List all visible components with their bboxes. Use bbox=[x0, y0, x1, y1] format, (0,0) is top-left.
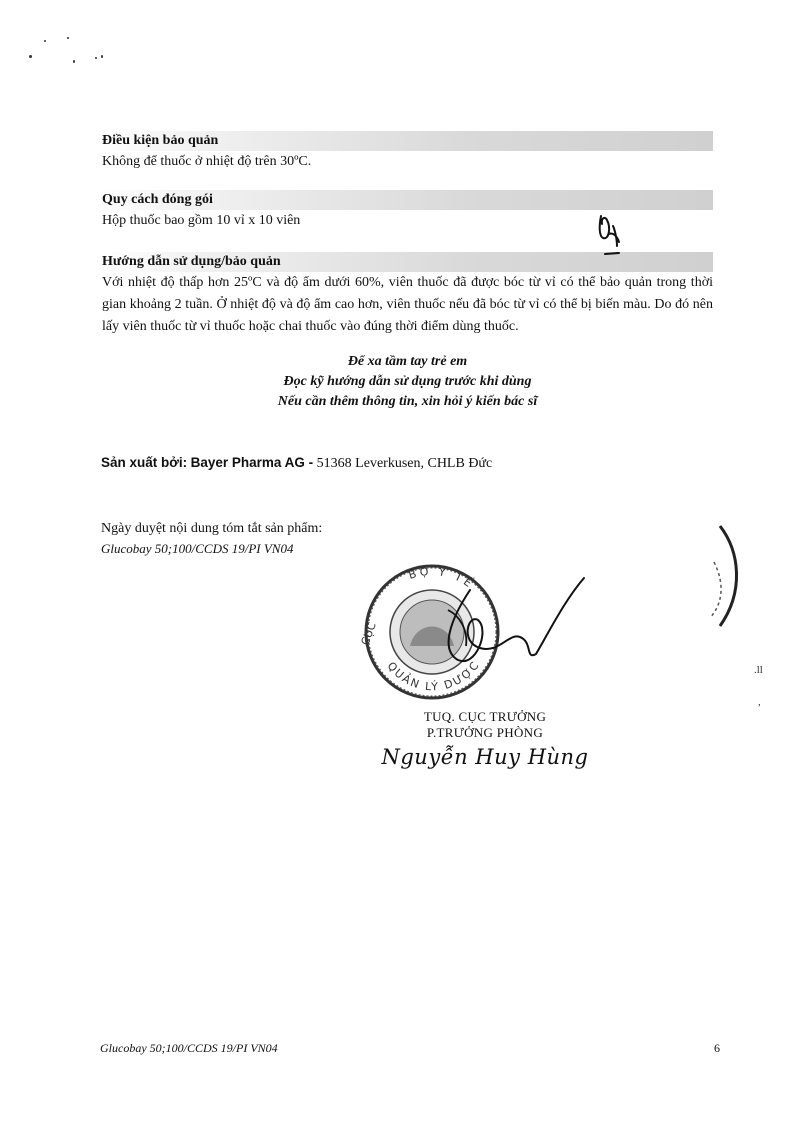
scan-speck bbox=[67, 37, 69, 39]
section-body: Không để thuốc ở nhiệt độ trên 30ºC. bbox=[102, 154, 312, 169]
warning-line: Nếu cần thêm thông tin, xin hỏi ý kiến bác sĩ bbox=[277, 394, 538, 409]
approval-label: Ngày duyệt nội dung tóm tắt sản phẩm: bbox=[101, 521, 323, 536]
scan-speck bbox=[73, 60, 75, 63]
signatory-name: Nguyễn Huy Hùng bbox=[381, 745, 589, 769]
warnings-block bbox=[100, 352, 715, 412]
scan-speck bbox=[95, 57, 97, 59]
margin-mark: , bbox=[758, 696, 761, 708]
section-heading: Hướng dẫn sử dụng/bảo quản bbox=[100, 252, 713, 272]
usage-storage-section bbox=[100, 252, 713, 338]
stamp-left-text: CỤC bbox=[358, 620, 379, 648]
section-body: Với nhiệt độ thấp hơn 25ºC và độ ẩm dưới 60%, viên thuốc đã được bóc từ vỉ có thể bảo quản trong thời gian khoảng 2 tuần. Ở nhiệt độ và độ ẩm cao hơn, viên thuốc nếu đã bóc từ vỉ có thể bị biến màu. Do đó nên lấy viên thuốc từ vỉ thuốc hoặc chai thuốc vào đúng thời điểm dùng thuốc. bbox=[102, 275, 713, 334]
signatory-title: TUQ. CỤC TRƯỞNG bbox=[423, 709, 547, 724]
signature-block bbox=[380, 709, 590, 771]
section-heading: Điều kiện bảo quản bbox=[100, 131, 713, 151]
approval-block bbox=[101, 519, 322, 559]
scan-speck bbox=[101, 55, 103, 58]
official-stamp bbox=[350, 550, 590, 700]
manufacturer-label: Sản xuất bởi: bbox=[101, 455, 188, 470]
manufacturer-line bbox=[101, 455, 492, 472]
approval-code: Glucobay 50;100/CCDS 19/PI VN04 bbox=[101, 541, 294, 556]
footer-document-code: Glucobay 50;100/CCDS 19/PI VN04 bbox=[100, 1041, 278, 1055]
signatory-position: P.TRƯỞNG PHÒNG bbox=[426, 725, 544, 740]
warning-line: Để xa tầm tay trẻ em bbox=[347, 354, 468, 369]
page-number: 6 bbox=[714, 1041, 720, 1055]
margin-mark: .ll bbox=[754, 664, 763, 676]
svg-text:BỘ Y TẾ bbox=[407, 565, 477, 592]
storage-conditions-section bbox=[100, 131, 713, 173]
handwritten-initial-mark bbox=[593, 212, 629, 260]
warning-line: Đọc kỹ hướng dẫn sử dụng trước khi dùng bbox=[283, 374, 532, 389]
partial-stamp-right bbox=[690, 522, 750, 632]
manufacturer-company: Bayer Pharma AG - bbox=[190, 455, 314, 470]
stamp-bottom-text: QUẢN LÝ DƯỢC bbox=[384, 658, 483, 694]
section-heading: Quy cách đóng gói bbox=[100, 190, 713, 210]
section-body: Hộp thuốc bao gồm 10 vỉ x 10 viên bbox=[102, 213, 301, 228]
scan-speck bbox=[44, 40, 46, 42]
stamp-top-text: BỘ Y TẾ bbox=[407, 564, 477, 592]
scan-speck bbox=[29, 55, 32, 58]
manufacturer-address: 51368 Leverkusen, CHLB Đức bbox=[316, 456, 493, 471]
